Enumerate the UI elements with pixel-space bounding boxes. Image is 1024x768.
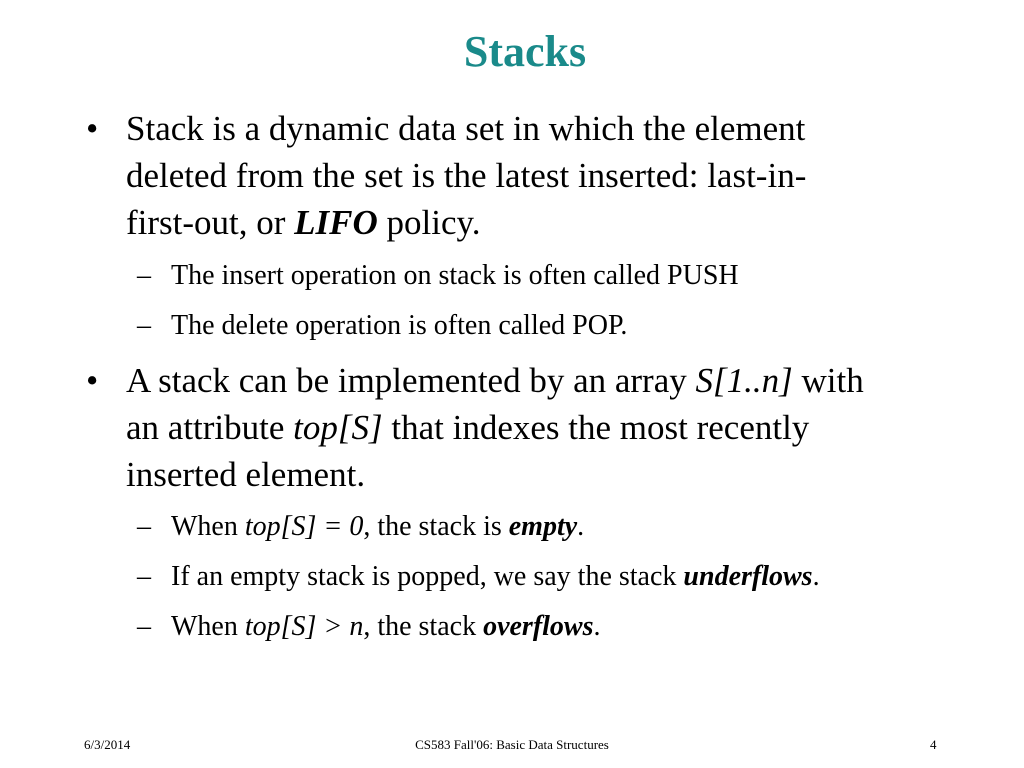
text-part: , the stack is bbox=[363, 511, 509, 542]
sub-bullet-empty bbox=[137, 510, 977, 544]
sub-bullet-text: The delete operation is often called POP. bbox=[171, 310, 628, 341]
sub-bullet-text bbox=[171, 510, 977, 544]
sub-bullet-overflow bbox=[137, 610, 977, 644]
empty-emphasis: empty bbox=[508, 511, 578, 542]
footer-course: CS583 Fall'06: Basic Data Structures bbox=[415, 737, 609, 752]
sub-bullet-text bbox=[171, 560, 977, 594]
bullet-line-part: an attribute bbox=[126, 408, 294, 447]
sub-bullet-underflow bbox=[137, 560, 977, 594]
bullet-line: Stack is a dynamic data set in which the element bbox=[126, 109, 806, 148]
condition-emphasis: top[S] = 0 bbox=[244, 511, 364, 542]
sub-bullet-push bbox=[137, 259, 977, 293]
lifo-emphasis: LIFO bbox=[294, 203, 378, 242]
bullet-text bbox=[126, 105, 966, 246]
text-part: , the stack bbox=[363, 611, 484, 642]
footer-page-number: 4 bbox=[930, 737, 937, 752]
bullet-icon: • bbox=[86, 361, 99, 400]
bullet-line-part: A stack can be implemented by an array bbox=[126, 361, 696, 400]
sub-bullet-pop bbox=[137, 309, 977, 343]
dash-icon: – bbox=[137, 260, 151, 291]
dash-icon: – bbox=[137, 310, 151, 341]
bullet-line-part: with bbox=[792, 361, 864, 400]
text-part: When bbox=[171, 511, 245, 542]
bullet-line-part: policy. bbox=[377, 203, 481, 242]
dash-icon: – bbox=[137, 611, 151, 642]
bullet-line-part: that indexes the most recently bbox=[382, 408, 810, 447]
bullet-stack-definition bbox=[86, 105, 966, 246]
text-part: . bbox=[593, 611, 601, 642]
text-part: . bbox=[812, 561, 820, 592]
text-part: . bbox=[577, 511, 585, 542]
bullet-icon: • bbox=[86, 109, 99, 148]
dash-icon: – bbox=[137, 561, 151, 592]
sub-bullet-text: The insert operation on stack is often called PUSH bbox=[171, 260, 739, 291]
bullet-line: deleted from the set is the latest inserted: last-in- bbox=[126, 156, 807, 195]
bullet-line-part: first-out, or bbox=[126, 203, 295, 242]
condition-emphasis: top[S] > n bbox=[244, 611, 364, 642]
overflows-emphasis: overflows bbox=[483, 611, 594, 642]
footer-date: 6/3/2014 bbox=[84, 737, 131, 752]
bullet-array-implementation bbox=[86, 357, 966, 498]
array-emphasis: S[1..n] bbox=[695, 361, 793, 400]
sub-bullet-text bbox=[171, 610, 977, 644]
text-part: If an empty stack is popped, we say the stack bbox=[171, 561, 684, 592]
text-part: When bbox=[171, 611, 245, 642]
underflows-emphasis: underflows bbox=[683, 561, 813, 592]
dash-icon: – bbox=[137, 511, 151, 542]
bullet-text bbox=[126, 357, 966, 498]
slide-title: Stacks bbox=[463, 27, 587, 76]
bullet-line: inserted element. bbox=[126, 455, 366, 494]
top-emphasis: top[S] bbox=[293, 408, 383, 447]
